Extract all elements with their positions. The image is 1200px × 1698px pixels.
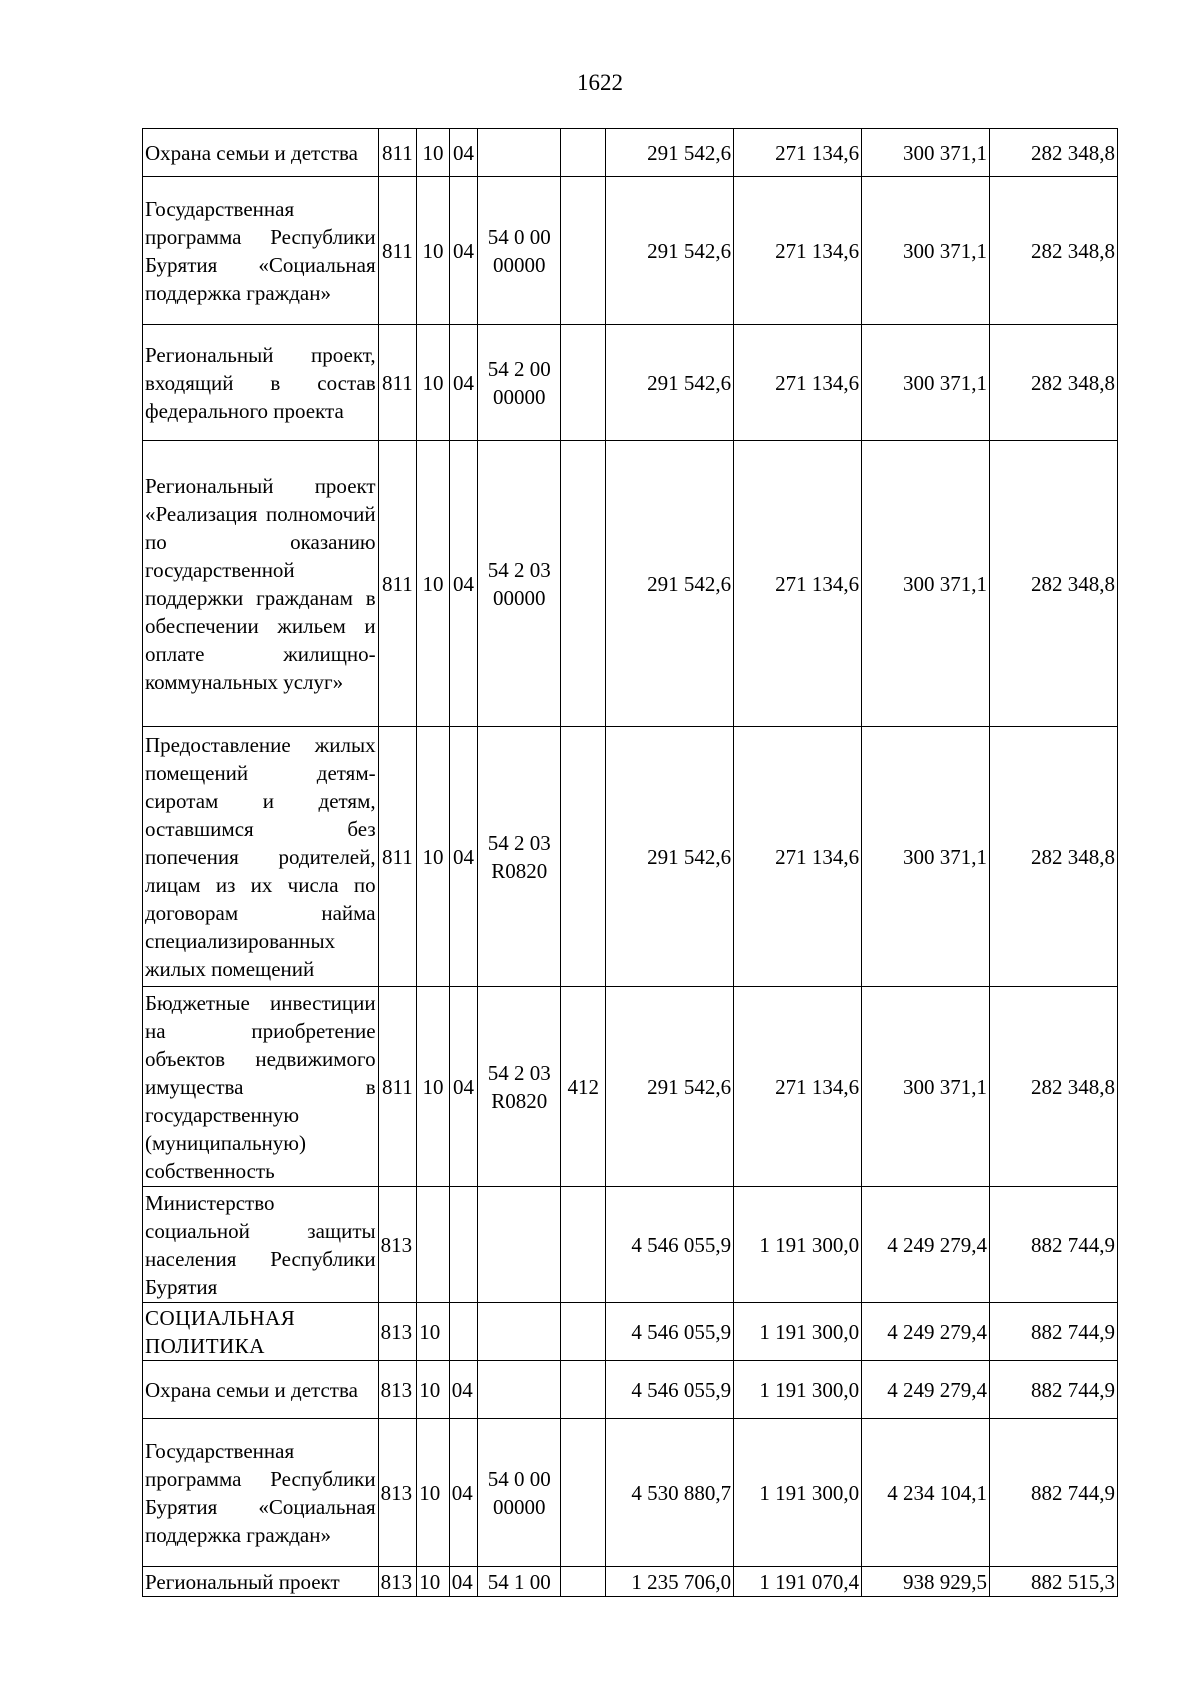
row-gr: 813 <box>378 1303 417 1361</box>
table-row <box>143 1303 1118 1361</box>
row-csr: 54 0 00 00000 <box>478 177 561 325</box>
row-value-2: 1 191 070,4 <box>734 1567 862 1597</box>
row-pr: 04 <box>449 177 477 325</box>
row-name: Региональный проект, входящий в состав федерального проекта <box>143 325 379 441</box>
table-row <box>143 1187 1118 1303</box>
row-pr: 04 <box>449 325 477 441</box>
row-value-2: 1 191 300,0 <box>734 1419 862 1567</box>
row-name: Охрана семьи и детства <box>143 129 379 177</box>
row-gr: 811 <box>378 129 417 177</box>
table-row <box>143 177 1118 325</box>
budget-table <box>142 128 1118 1597</box>
row-value-1: 1 235 706,0 <box>606 1567 734 1597</box>
row-rz: 10 <box>417 1303 450 1361</box>
row-vr <box>561 1419 606 1567</box>
row-value-3: 300 371,1 <box>862 177 990 325</box>
row-value-4: 882 744,9 <box>990 1361 1118 1419</box>
row-value-3: 300 371,1 <box>862 727 990 987</box>
table-row <box>143 325 1118 441</box>
row-value-1: 4 530 880,7 <box>606 1419 734 1567</box>
row-value-4: 882 744,9 <box>990 1419 1118 1567</box>
row-value-3: 300 371,1 <box>862 129 990 177</box>
row-gr: 811 <box>378 727 417 987</box>
row-rz: 10 <box>417 441 450 727</box>
row-name: Региональный проект «Реализация полномочий по оказанию государственной поддержки гражданам в обеспечении жильем и оплате жилищно-коммунальных услуг» <box>143 441 379 727</box>
row-rz: 10 <box>417 727 450 987</box>
row-pr <box>449 1303 477 1361</box>
row-csr <box>478 129 561 177</box>
row-value-3: 300 371,1 <box>862 987 990 1187</box>
row-rz: 10 <box>417 1361 450 1419</box>
table-row <box>143 441 1118 727</box>
table-row <box>143 727 1118 987</box>
row-csr: 54 1 00 <box>478 1567 561 1597</box>
table-row <box>143 1419 1118 1567</box>
row-value-1: 4 546 055,9 <box>606 1187 734 1303</box>
row-value-3: 300 371,1 <box>862 441 990 727</box>
row-rz: 10 <box>417 1567 450 1597</box>
row-value-4: 882 744,9 <box>990 1187 1118 1303</box>
row-vr <box>561 1567 606 1597</box>
row-value-4: 282 348,8 <box>990 177 1118 325</box>
row-gr: 811 <box>378 987 417 1187</box>
row-value-4: 282 348,8 <box>990 727 1118 987</box>
row-value-2: 1 191 300,0 <box>734 1361 862 1419</box>
row-rz: 10 <box>417 987 450 1187</box>
row-csr: 54 2 00 00000 <box>478 325 561 441</box>
row-rz: 10 <box>417 177 450 325</box>
row-value-4: 882 515,3 <box>990 1567 1118 1597</box>
row-csr: 54 2 03 R0820 <box>478 727 561 987</box>
row-vr <box>561 129 606 177</box>
row-rz: 10 <box>417 129 450 177</box>
row-value-2: 271 134,6 <box>734 441 862 727</box>
row-pr: 04 <box>449 987 477 1187</box>
row-vr: 412 <box>561 987 606 1187</box>
row-gr: 811 <box>378 177 417 325</box>
row-vr <box>561 441 606 727</box>
row-name: СОЦИАЛЬНАЯ ПОЛИТИКА <box>143 1303 379 1361</box>
row-pr: 04 <box>449 1361 477 1419</box>
row-value-1: 291 542,6 <box>606 727 734 987</box>
row-value-2: 271 134,6 <box>734 325 862 441</box>
row-value-3: 4 249 279,4 <box>862 1303 990 1361</box>
row-value-3: 4 249 279,4 <box>862 1187 990 1303</box>
row-vr <box>561 325 606 441</box>
row-value-1: 291 542,6 <box>606 441 734 727</box>
row-name: Государственная программа Республики Бурятия «Социальная поддержка граждан» <box>143 1419 379 1567</box>
row-vr <box>561 1361 606 1419</box>
row-vr <box>561 727 606 987</box>
row-pr: 04 <box>449 1419 477 1567</box>
row-pr <box>449 1187 477 1303</box>
row-value-4: 282 348,8 <box>990 987 1118 1187</box>
row-value-2: 1 191 300,0 <box>734 1303 862 1361</box>
row-gr: 813 <box>378 1187 417 1303</box>
page-number: 1622 <box>577 70 623 95</box>
row-name: Бюджетные инвестиции на приобретение объектов недвижимого имущества в государственную (муниципальную) собственность <box>143 987 379 1187</box>
row-value-2: 271 134,6 <box>734 727 862 987</box>
row-name: Охрана семьи и детства <box>143 1361 379 1419</box>
row-csr <box>478 1361 561 1419</box>
row-value-3: 300 371,1 <box>862 325 990 441</box>
row-rz: 10 <box>417 325 450 441</box>
row-value-2: 271 134,6 <box>734 129 862 177</box>
row-value-1: 291 542,6 <box>606 129 734 177</box>
row-pr: 04 <box>449 441 477 727</box>
row-gr: 811 <box>378 325 417 441</box>
row-csr: 54 0 00 00000 <box>478 1419 561 1567</box>
row-value-3: 4 234 104,1 <box>862 1419 990 1567</box>
row-csr: 54 2 03 R0820 <box>478 987 561 1187</box>
table-row <box>143 1567 1118 1597</box>
row-pr: 04 <box>449 1567 477 1597</box>
row-gr: 813 <box>378 1567 417 1597</box>
row-csr: 54 2 03 00000 <box>478 441 561 727</box>
row-value-4: 282 348,8 <box>990 441 1118 727</box>
row-vr <box>561 1303 606 1361</box>
row-value-1: 291 542,6 <box>606 325 734 441</box>
row-name: Министерство социальной защиты населения Республики Бурятия <box>143 1187 379 1303</box>
row-value-1: 291 542,6 <box>606 177 734 325</box>
row-vr <box>561 1187 606 1303</box>
row-value-1: 4 546 055,9 <box>606 1303 734 1361</box>
row-name: Предоставление жилых помещений детям-сиротам и детям, оставшимся без попечения родителей, лицам из их числа по договорам найма специализированных жилых помещений <box>143 727 379 987</box>
row-value-4: 282 348,8 <box>990 325 1118 441</box>
row-vr <box>561 177 606 325</box>
row-name: Государственная программа Республики Бурятия «Социальная поддержка граждан» <box>143 177 379 325</box>
row-csr <box>478 1187 561 1303</box>
row-name: Региональный проект <box>143 1567 379 1597</box>
row-csr <box>478 1303 561 1361</box>
row-value-2: 271 134,6 <box>734 177 862 325</box>
row-rz <box>417 1187 450 1303</box>
row-gr: 811 <box>378 441 417 727</box>
row-rz: 10 <box>417 1419 450 1567</box>
row-value-1: 4 546 055,9 <box>606 1361 734 1419</box>
row-value-3: 4 249 279,4 <box>862 1361 990 1419</box>
row-value-2: 1 191 300,0 <box>734 1187 862 1303</box>
table-row <box>143 987 1118 1187</box>
row-pr: 04 <box>449 727 477 987</box>
row-value-4: 882 744,9 <box>990 1303 1118 1361</box>
row-value-2: 271 134,6 <box>734 987 862 1187</box>
row-value-3: 938 929,5 <box>862 1567 990 1597</box>
row-pr: 04 <box>449 129 477 177</box>
table-row <box>143 129 1118 177</box>
row-gr: 813 <box>378 1419 417 1567</box>
table-row <box>143 1361 1118 1419</box>
row-gr: 813 <box>378 1361 417 1419</box>
row-value-1: 291 542,6 <box>606 987 734 1187</box>
row-value-4: 282 348,8 <box>990 129 1118 177</box>
